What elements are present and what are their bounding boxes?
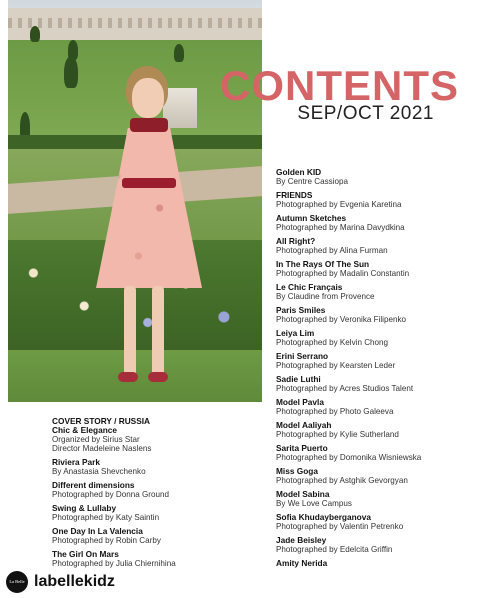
toc-title: Leiya Lim — [276, 328, 315, 338]
toc-credit: Photographed by Photo Galeeva — [276, 407, 394, 416]
velvet-sash — [122, 178, 176, 188]
shoe — [148, 372, 168, 382]
toc-item[interactable] — [276, 352, 472, 370]
toc-item[interactable] — [52, 481, 262, 499]
tree — [64, 56, 78, 88]
face — [132, 78, 164, 118]
toc-credit: Photographed by Madalin Constantin — [276, 269, 410, 278]
toc-title: Miss Goga — [276, 466, 318, 476]
toc-item[interactable] — [52, 504, 262, 522]
tree — [174, 44, 184, 62]
cover-story-item[interactable] — [52, 417, 262, 453]
contents-heading: CONTENTS — [220, 62, 459, 109]
toc-title: Autumn Sketches — [276, 213, 347, 223]
toc-item[interactable] — [276, 536, 472, 554]
toc-credit: Photographed by Kylie Sutherland — [276, 430, 399, 439]
toc-title: All Right? — [276, 236, 316, 246]
toc-title: Amity Nerida — [276, 558, 328, 568]
account-handle[interactable]: labellekidz — [34, 573, 115, 590]
toc-item[interactable] — [276, 467, 472, 485]
toc-title: Paris Smiles — [276, 305, 326, 315]
toc-title: FRIENDS — [276, 190, 313, 200]
leg — [124, 286, 136, 376]
toc-left-column — [52, 417, 262, 573]
toc-title: In The Rays Of The Sun — [276, 259, 370, 269]
toc-title: Jade Beisley — [276, 535, 327, 545]
toc-item[interactable] — [276, 214, 472, 232]
palace-building — [8, 8, 262, 40]
toc-item[interactable] — [52, 550, 262, 568]
toc-item[interactable] — [276, 398, 472, 416]
toc-title: One Day In La Valencia — [52, 526, 143, 536]
toc-right-column — [276, 168, 472, 598]
toc-item[interactable] — [276, 306, 472, 324]
toc-credit: Photographed by Veronika Filipenko — [276, 315, 407, 324]
toc-item[interactable] — [276, 490, 472, 508]
toc-item[interactable] — [276, 260, 472, 278]
toc-credit: Photographed by Edelcita Griffin — [276, 545, 393, 554]
toc-credit: By Claudine from Provence — [276, 292, 375, 301]
toc-credit: Photographed by Marina Davydkina — [276, 223, 405, 232]
toc-credit: Photographed by Kelvin Chong — [276, 338, 389, 347]
toc-title: Model Pavla — [276, 397, 324, 407]
toc-title: Sofia Khudayberganova — [276, 512, 371, 522]
toc-item[interactable] — [276, 375, 472, 393]
issue-date: SEP/OCT 2021 — [297, 103, 434, 124]
floral-dress — [96, 128, 202, 288]
toc-credit: Organized by Sirius Star — [52, 435, 140, 444]
toc-credit: By We Love Campus — [276, 499, 352, 508]
toc-item[interactable] — [276, 283, 472, 301]
post-footer — [0, 568, 480, 598]
toc-title: Le Chic Français — [276, 282, 343, 292]
toc-title: Model Aaliyah — [276, 420, 332, 430]
toc-title: The Girl On Mars — [52, 549, 119, 559]
toc-title: Sadie Luthi — [276, 374, 321, 384]
toc-item[interactable] — [276, 513, 472, 531]
shoe — [118, 372, 138, 382]
toc-item[interactable] — [52, 527, 262, 545]
cover-photo — [8, 0, 262, 402]
tree — [30, 26, 40, 42]
toc-credit: Director Madeleine Naslens — [52, 444, 152, 453]
toc-title: Golden KID — [276, 167, 322, 177]
toc-credit: Photographed by Valentin Petrenko — [276, 522, 404, 531]
toc-item[interactable] — [276, 191, 472, 209]
toc-title: Sarita Puerto — [276, 443, 328, 453]
toc-title: Erini Serrano — [276, 351, 329, 361]
toc-item[interactable] — [276, 444, 472, 462]
velvet-collar — [130, 118, 168, 132]
toc-credit: Photographed by Donna Ground — [52, 490, 169, 499]
magazine-page — [8, 0, 472, 568]
toc-credit: Photographed by Acres Studios Talent — [276, 384, 414, 393]
cover-story-label: COVER STORY / RUSSIA — [52, 416, 151, 426]
toc-title: Chic & Elegance — [52, 425, 118, 435]
toc-item[interactable] — [276, 237, 472, 255]
girl-model — [82, 66, 202, 396]
toc-credit: Photographed by Evgenia Karetina — [276, 200, 402, 209]
toc-credit: Photographed by Domonika Wisniewska — [276, 453, 422, 462]
toc-title: Riviera Park — [52, 457, 100, 467]
toc-item[interactable] — [276, 168, 472, 186]
account-logo[interactable]: La Belle — [6, 571, 28, 593]
toc-title: Model Sabina — [276, 489, 330, 499]
leg — [152, 286, 164, 376]
toc-item[interactable] — [276, 421, 472, 439]
toc-item[interactable] — [52, 458, 262, 476]
toc-credit: Photographed by Robin Carby — [52, 536, 161, 545]
toc-credit: Photographed by Astghik Gevorgyan — [276, 476, 408, 485]
toc-credit: By Anastasia Shevchenko — [52, 467, 146, 476]
toc-credit: Photographed by Alina Furman — [276, 246, 388, 255]
toc-credit: Photographed by Katy Saintin — [52, 513, 160, 522]
toc-title: Swing & Lullaby — [52, 503, 117, 513]
toc-credit: Photographed by Julia Chiernihina — [52, 559, 176, 568]
toc-title: Different dimensions — [52, 480, 135, 490]
toc-item[interactable] — [276, 329, 472, 347]
toc-credit: By Centre Cassiopa — [276, 177, 348, 186]
toc-credit: Photographed by Kearsten Leder — [276, 361, 396, 370]
